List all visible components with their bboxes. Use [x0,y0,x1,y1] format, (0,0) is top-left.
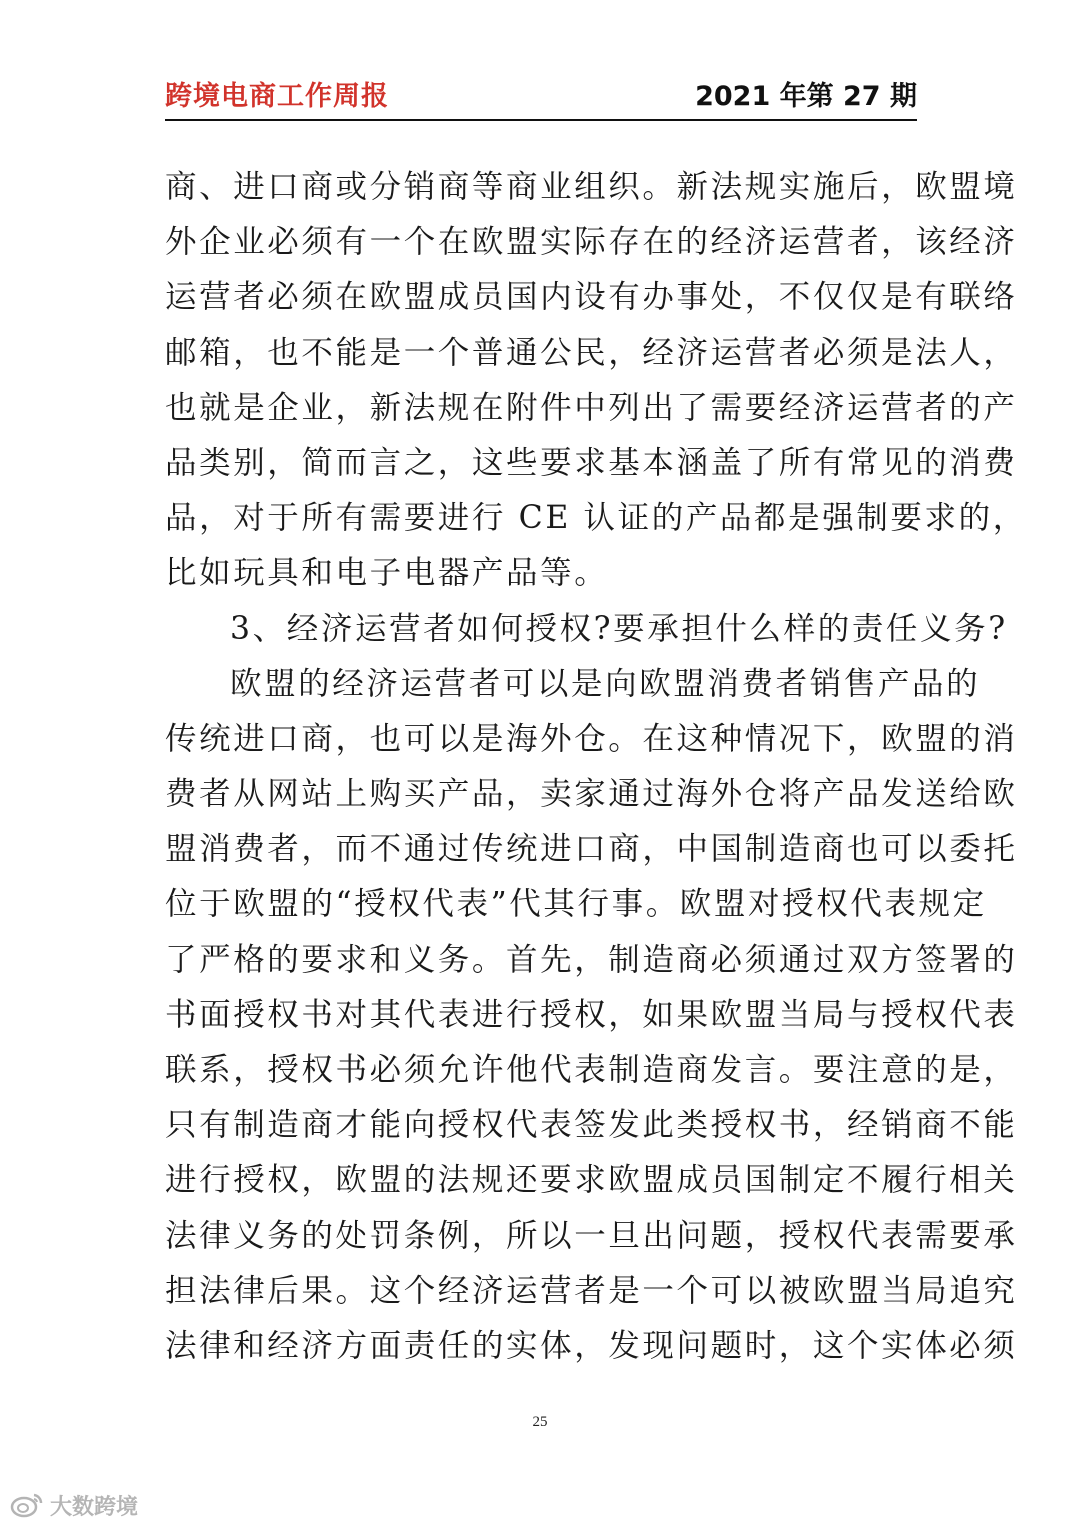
body-line: 也就是企业，新法规在附件中列出了需要经济运营者的产 [165,389,1018,426]
body-line: 法律义务的处罚条例，所以一旦出问题，授权代表需要承 [165,1217,1018,1254]
body-line: 传统进口商，也可以是海外仓。在这种情况下，欧盟的消 [165,720,1018,757]
body-line: 品类别，简而言之，这些要求基本涵盖了所有常见的消费 [165,444,1018,481]
body-line: 担法律后果。这个经济运营者是一个可以被欧盟当局追究 [165,1272,1018,1309]
body-line: 只有制造商才能向授权代表签发此类授权书，经销商不能 [165,1107,1018,1144]
body-line: 法律和经济方面责任的实体，发现问题时，这个实体必须 [165,1327,1018,1364]
body-line: 邮箱，也不能是一个普通公民，经济运营者必须是法人， [165,334,1018,371]
watermark [10,1490,138,1520]
body-line: 进行授权，欧盟的法规还要求欧盟成员国制定不履行相关 [165,1162,1018,1199]
body-line: 了严格的要求和义务。首先，制造商必须通过双方签署的 [165,941,1018,978]
body-line: 位于欧盟的“授权代表”代其行事。欧盟对授权代表规定 [165,886,987,923]
body-line: 品，对于所有需要进行 CE 认证的产品都是强制要求的， [165,500,1027,537]
section-heading: 3、经济运营者如何授权?要承担什么样的责任义务? [230,610,1008,647]
header-divider [165,119,917,121]
body-line: 运营者必须在欧盟成员国内设有办事处，不仅仅是有联络 [165,279,1018,316]
weibo-logo-icon [10,1492,44,1518]
body-line: 欧盟的经济运营者可以是向欧盟消费者销售产品的 [230,665,981,702]
body-text [165,160,1027,1374]
body-line: 联系，授权书必须允许他代表制造商发言。要注意的是， [165,1052,1018,1088]
body-line: 比如玩具和电子电器产品等。 [165,555,609,592]
body-line: 外企业必须有一个在欧盟实际存在的经济运营者，该经济 [165,224,1018,261]
page-number: 25 [532,1414,548,1430]
page-header [165,74,917,114]
watermark-text: 大数跨境 [50,1494,139,1520]
publication-title: 跨境电商工作周报 [165,81,389,112]
body-line: 商、进口商或分销商等商业组织。新法规实施后，欧盟境 [165,169,1018,205]
body-line: 费者从网站上购买产品，卖家通过海外仓将产品发送给欧 [165,776,1018,813]
issue-number: 2021 年第 27 期 [695,81,917,112]
body-line: 书面授权书对其代表进行授权，如果欧盟当局与授权代表 [165,996,1018,1033]
body-line: 盟消费者，而不通过传统进口商，中国制造商也可以委托 [165,831,1018,868]
